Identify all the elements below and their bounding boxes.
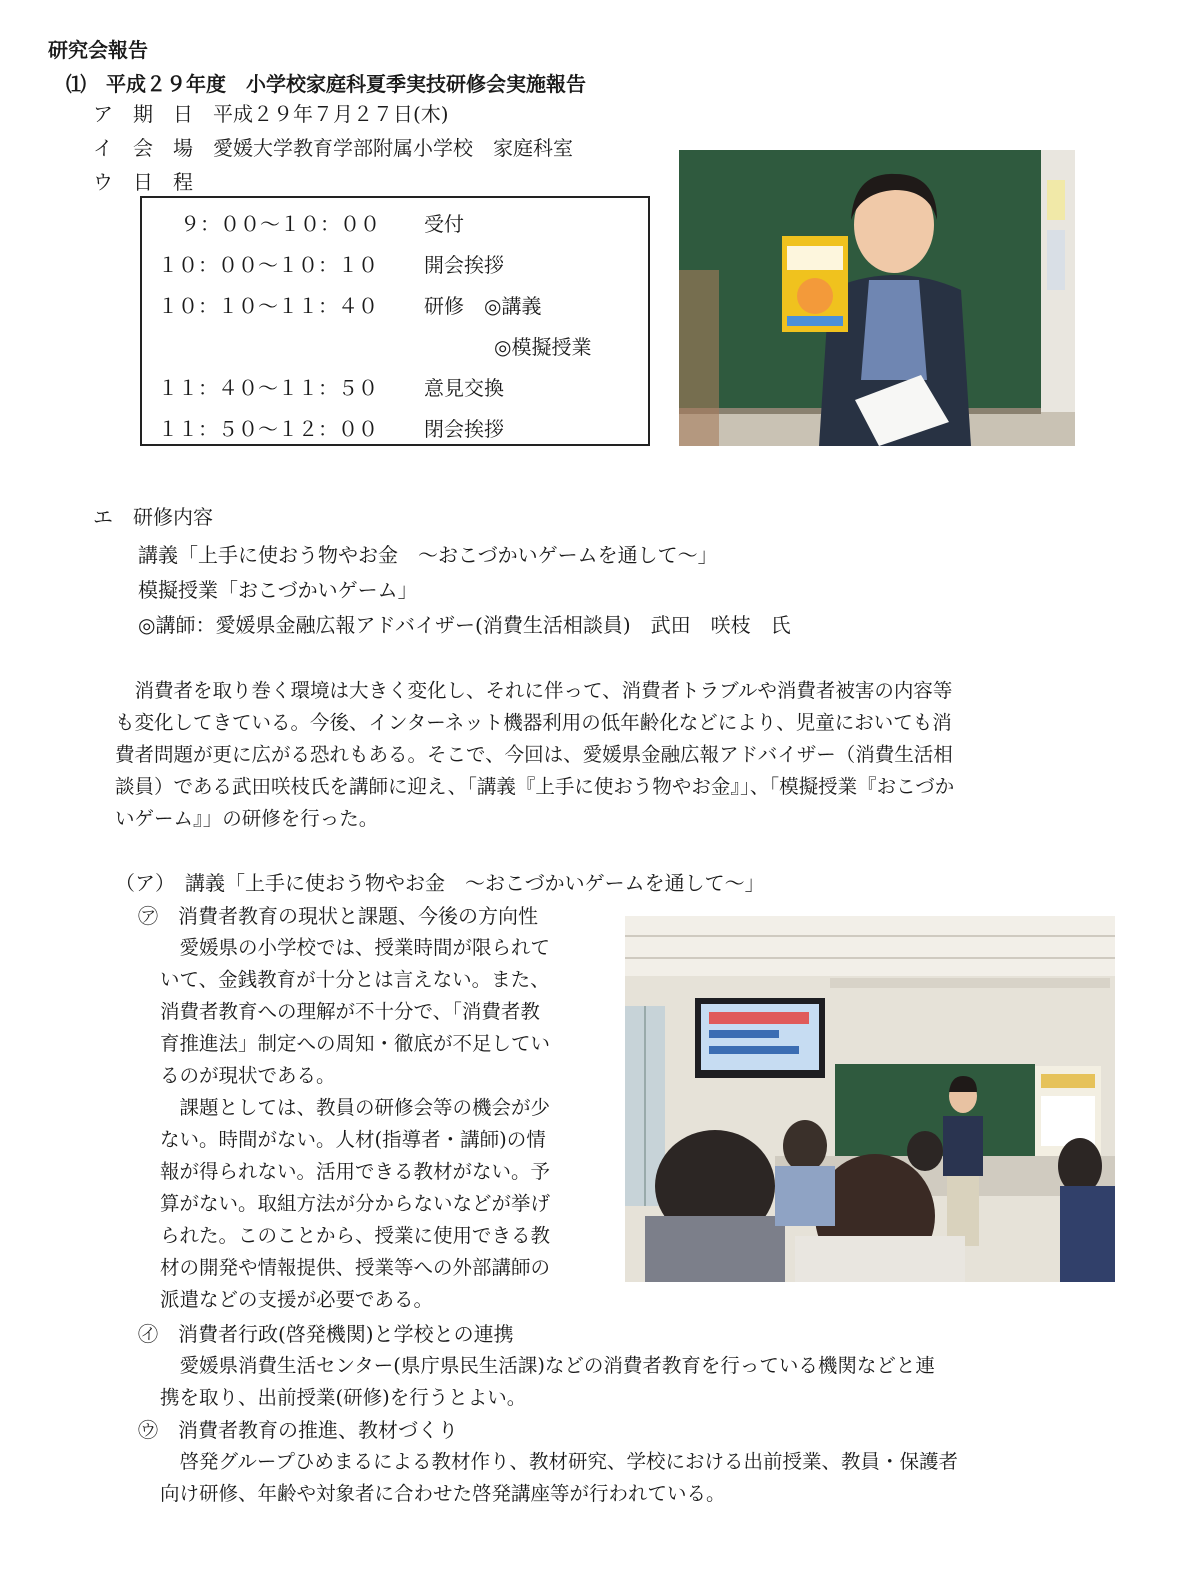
item1-line: いて、金銭教育が十分とは言えない。また、 (160, 968, 550, 991)
item1-line: 課題としては、教員の研修会等の機会が少 (160, 1096, 551, 1119)
item2-title: ㋑ 消費者行政(啓発機関)と学校との連携 (138, 1322, 514, 1346)
intro-line: いゲーム』」の研修を行った。 (115, 807, 379, 830)
item1-title: ㋐ 消費者教育の現状と課題、今後の方向性 (138, 904, 538, 928)
schedule-item: ◎模擬授業 (494, 335, 592, 359)
item1-line: 材の開発や情報提供、授業等への外部講師の (160, 1256, 551, 1279)
lecturer-photo (679, 150, 1075, 446)
intro-line: 費者問題が更に広がる恐れもある。そこで、今回は、愛媛県金融広報アドバイザー（消費生活相 (115, 743, 953, 766)
section-a-heading: （ア） 講義「上手に使おう物やお金 ～おこづかいゲームを通して～」 (115, 871, 765, 895)
item1-line: ない。時間がない。人材(指導者・講師)の情 (160, 1128, 546, 1151)
schedule-item: 研修 ◎講義 (424, 294, 542, 318)
schedule-time: ９：００～１０：００ (180, 212, 380, 236)
schedule-time: １０：００～１０：１０ (158, 253, 378, 277)
lecture-title: 講義「上手に使おう物やお金 ～おこづかいゲームを通して～」 (138, 543, 718, 567)
item1-line: 派遣などの支援が必要である。 (160, 1288, 434, 1311)
schedule-time: １１：４０～１１：５０ (158, 376, 378, 400)
date-line: ア 期 日 平成２９年７月２７日(木) (93, 102, 449, 126)
schedule-label: ウ 日 程 (93, 170, 193, 194)
item2-line: 愛媛県消費生活センター(県庁県民生活課)などの消費者教育を行っている機関などと連 (160, 1354, 935, 1377)
item1-line: 消費者教育への理解が不十分で、「消費者教 (160, 1000, 540, 1023)
item3-line: 啓発グループひめまるによる教材作り、教材研究、学校における出前授業、教員・保護者 (160, 1450, 958, 1473)
section-heading: ⑴ 平成２９年度 小学校家庭科夏季実技研修会実施報告 (66, 72, 586, 96)
item1-line: 報が得られない。活用できる教材がない。予 (160, 1160, 551, 1183)
classroom-photo (625, 916, 1115, 1282)
item3-line: 向け研修、年齢や対象者に合わせた啓発講座等が行われている。 (160, 1482, 726, 1505)
item1-line: 愛媛県の小学校では、授業時間が限られて (160, 936, 551, 959)
intro-line: も変化してきている。今後、インターネット機器利用の低年齢化などにより、児童においても消 (115, 711, 952, 734)
training-heading: エ 研修内容 (93, 505, 213, 529)
item1-line: 育推進法」制定への周知・徹底が不足してい (160, 1032, 551, 1055)
schedule-box (140, 196, 650, 446)
schedule-time: １１：５０～１２：００ (158, 417, 378, 441)
schedule-time: １０：１０～１１：４０ (158, 294, 378, 318)
item1-line: るのが現状である。 (160, 1064, 336, 1087)
item2-line: 携を取り、出前授業(研修)を行うとよい。 (160, 1386, 527, 1409)
schedule-item: 閉会挨拶 (424, 417, 504, 441)
report-title: 研究会報告 (48, 38, 148, 62)
lecturer-line: ◎講師：愛媛県金融広報アドバイザー(消費生活相談員) 武田 咲枝 氏 (138, 613, 791, 637)
item3-title: ㋒ 消費者教育の推進、教材づくり (138, 1418, 458, 1442)
mock-class-title: 模擬授業「おこづかいゲーム」 (138, 578, 418, 602)
venue-line: イ 会 場 愛媛大学教育学部附属小学校 家庭科室 (93, 136, 573, 160)
schedule-item: 受付 (424, 212, 464, 236)
schedule-item: 開会挨拶 (424, 253, 504, 277)
item1-line: 算がない。取組方法が分からないなどが挙げ (160, 1192, 551, 1215)
intro-line: 消費者を取り巻く環境は大きく変化し、それに伴って、消費者トラブルや消費者被害の内容等 (115, 679, 953, 702)
schedule-item: 意見交換 (424, 376, 504, 400)
intro-line: 談員）である武田咲枝氏を講師に迎え、「講義『上手に使おう物やお金』」、「模擬授業『おこづか (115, 775, 955, 798)
item1-line: られた。このことから、授業に使用できる教 (160, 1224, 551, 1247)
